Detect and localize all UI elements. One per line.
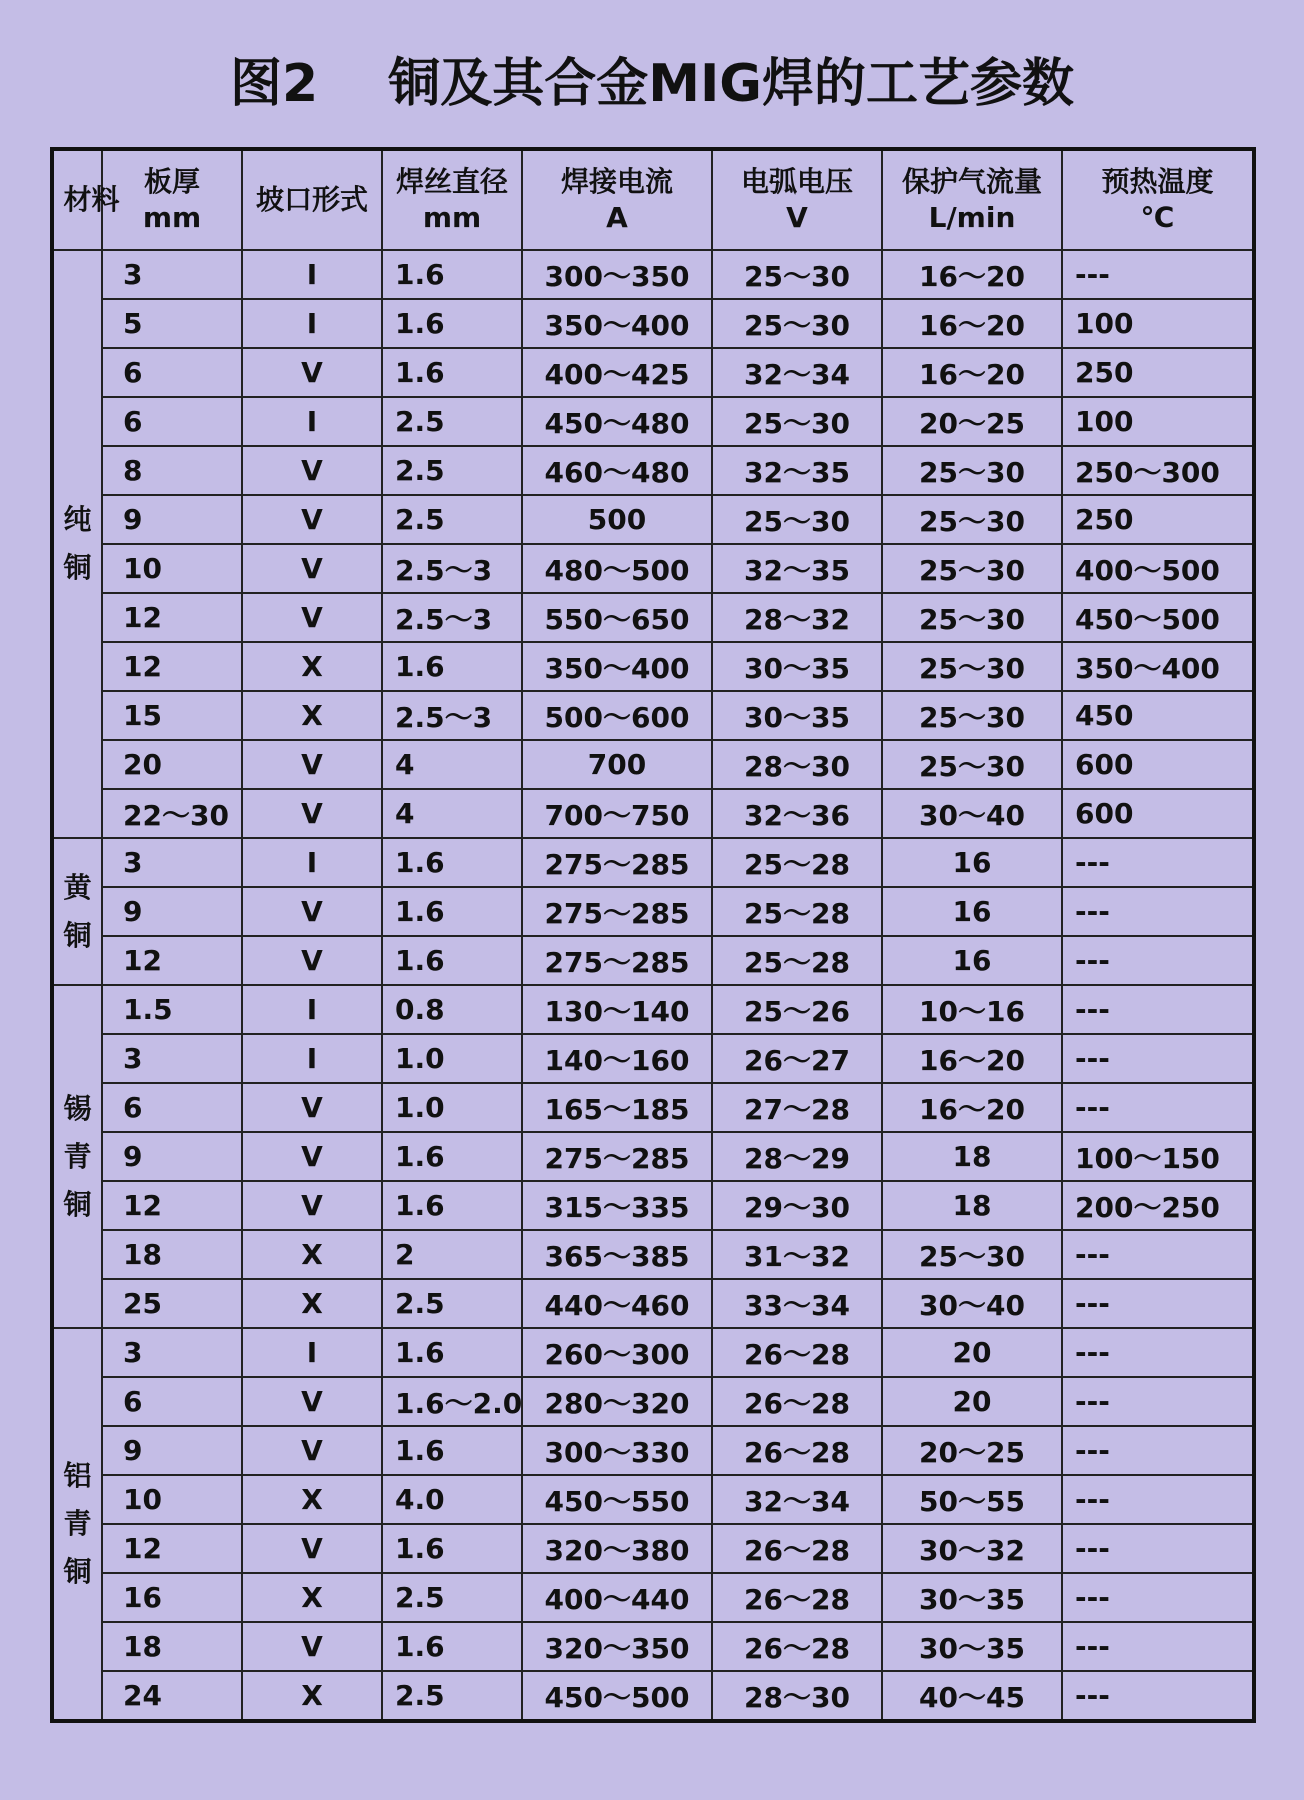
cell-groove: I bbox=[242, 985, 382, 1034]
table-row bbox=[52, 544, 1254, 593]
table-row bbox=[52, 1230, 1254, 1279]
cell-voltage: 26～28 bbox=[712, 1328, 882, 1377]
cell-current: 500～600 bbox=[522, 691, 712, 740]
cell-thickness: 12 bbox=[102, 1524, 242, 1573]
cell-wire-diameter: 1.6 bbox=[382, 642, 522, 691]
cell-current: 460～480 bbox=[522, 446, 712, 495]
cell-gas-flow: 25～30 bbox=[882, 1230, 1062, 1279]
cell-thickness: 24 bbox=[102, 1671, 242, 1721]
cell-preheat: 100～150 bbox=[1062, 1132, 1254, 1181]
cell-wire-diameter: 2 bbox=[382, 1230, 522, 1279]
cell-current: 550～650 bbox=[522, 593, 712, 642]
cell-gas-flow: 16～20 bbox=[882, 299, 1062, 348]
cell-thickness: 10 bbox=[102, 1475, 242, 1524]
cell-current: 275～285 bbox=[522, 838, 712, 887]
cell-voltage: 28～29 bbox=[712, 1132, 882, 1181]
table-row bbox=[52, 1573, 1254, 1622]
table-row bbox=[52, 936, 1254, 985]
material-cell: 锡青铜 bbox=[52, 985, 102, 1328]
table-row bbox=[52, 1279, 1254, 1328]
cell-current: 480～500 bbox=[522, 544, 712, 593]
cell-voltage: 30～35 bbox=[712, 642, 882, 691]
cell-current: 400～425 bbox=[522, 348, 712, 397]
cell-voltage: 27～28 bbox=[712, 1083, 882, 1132]
cell-current: 350～400 bbox=[522, 299, 712, 348]
cell-groove: I bbox=[242, 1328, 382, 1377]
table-row bbox=[52, 691, 1254, 740]
cell-voltage: 28～30 bbox=[712, 740, 882, 789]
cell-thickness: 10 bbox=[102, 544, 242, 593]
cell-current: 275～285 bbox=[522, 1132, 712, 1181]
cell-gas-flow: 10～16 bbox=[882, 985, 1062, 1034]
cell-wire-diameter: 1.6 bbox=[382, 1132, 522, 1181]
cell-current: 275～285 bbox=[522, 936, 712, 985]
cell-current: 275～285 bbox=[522, 887, 712, 936]
cell-wire-diameter: 2.5 bbox=[382, 446, 522, 495]
cell-voltage: 32～34 bbox=[712, 348, 882, 397]
cell-preheat: 100 bbox=[1062, 397, 1254, 446]
cell-voltage: 26～27 bbox=[712, 1034, 882, 1083]
cell-groove: V bbox=[242, 446, 382, 495]
cell-groove: V bbox=[242, 1524, 382, 1573]
cell-preheat: --- bbox=[1062, 1034, 1254, 1083]
cell-wire-diameter: 1.0 bbox=[382, 1034, 522, 1083]
cell-wire-diameter: 2.5 bbox=[382, 1671, 522, 1721]
cell-current: 280～320 bbox=[522, 1377, 712, 1426]
cell-current: 500 bbox=[522, 495, 712, 544]
cell-thickness: 3 bbox=[102, 250, 242, 299]
cell-groove: V bbox=[242, 936, 382, 985]
cell-preheat: 250 bbox=[1062, 495, 1254, 544]
table-row bbox=[52, 887, 1254, 936]
cell-current: 300～330 bbox=[522, 1426, 712, 1475]
table-row bbox=[52, 1426, 1254, 1475]
table-row bbox=[52, 838, 1254, 887]
cell-thickness: 18 bbox=[102, 1230, 242, 1279]
cell-groove: V bbox=[242, 1377, 382, 1426]
cell-thickness: 6 bbox=[102, 348, 242, 397]
cell-voltage: 28～30 bbox=[712, 1671, 882, 1721]
cell-wire-diameter: 2.5 bbox=[382, 495, 522, 544]
table-row bbox=[52, 1524, 1254, 1573]
cell-current: 165～185 bbox=[522, 1083, 712, 1132]
cell-gas-flow: 25～30 bbox=[882, 740, 1062, 789]
cell-current: 350～400 bbox=[522, 642, 712, 691]
cell-current: 440～460 bbox=[522, 1279, 712, 1328]
cell-current: 700 bbox=[522, 740, 712, 789]
cell-voltage: 30～35 bbox=[712, 691, 882, 740]
cell-preheat: 400～500 bbox=[1062, 544, 1254, 593]
header-current: 焊接电流 A bbox=[522, 149, 712, 250]
cell-thickness: 18 bbox=[102, 1622, 242, 1671]
cell-gas-flow: 40～45 bbox=[882, 1671, 1062, 1721]
cell-voltage: 26～28 bbox=[712, 1524, 882, 1573]
table-row bbox=[52, 299, 1254, 348]
cell-groove: V bbox=[242, 544, 382, 593]
cell-preheat: --- bbox=[1062, 1426, 1254, 1475]
cell-voltage: 26～28 bbox=[712, 1426, 882, 1475]
cell-groove: V bbox=[242, 348, 382, 397]
cell-preheat: 350～400 bbox=[1062, 642, 1254, 691]
table-row bbox=[52, 642, 1254, 691]
cell-gas-flow: 16～20 bbox=[882, 250, 1062, 299]
cell-preheat: --- bbox=[1062, 838, 1254, 887]
cell-gas-flow: 25～30 bbox=[882, 446, 1062, 495]
cell-wire-diameter: 2.5 bbox=[382, 1279, 522, 1328]
cell-groove: X bbox=[242, 642, 382, 691]
cell-thickness: 9 bbox=[102, 1426, 242, 1475]
cell-preheat: --- bbox=[1062, 1622, 1254, 1671]
cell-current: 320～350 bbox=[522, 1622, 712, 1671]
material-cell: 铝青铜 bbox=[52, 1328, 102, 1721]
cell-groove: X bbox=[242, 1279, 382, 1328]
table-row bbox=[52, 1328, 1254, 1377]
cell-current: 315～335 bbox=[522, 1181, 712, 1230]
cell-groove: I bbox=[242, 397, 382, 446]
header-preheat: 预热温度 ℃ bbox=[1062, 149, 1254, 250]
cell-current: 140～160 bbox=[522, 1034, 712, 1083]
header-gas-flow: 保护气流量 L/min bbox=[882, 149, 1062, 250]
table-row bbox=[52, 1671, 1254, 1721]
cell-current: 700～750 bbox=[522, 789, 712, 838]
cell-wire-diameter: 1.6 bbox=[382, 1328, 522, 1377]
material-cell: 纯铜 bbox=[52, 250, 102, 838]
cell-voltage: 26～28 bbox=[712, 1622, 882, 1671]
cell-wire-diameter: 2.5～3 bbox=[382, 593, 522, 642]
cell-thickness: 8 bbox=[102, 446, 242, 495]
cell-groove: V bbox=[242, 740, 382, 789]
cell-groove: V bbox=[242, 1132, 382, 1181]
table-row bbox=[52, 740, 1254, 789]
cell-current: 450～480 bbox=[522, 397, 712, 446]
cell-preheat: --- bbox=[1062, 250, 1254, 299]
cell-thickness: 3 bbox=[102, 1328, 242, 1377]
cell-gas-flow: 18 bbox=[882, 1132, 1062, 1181]
cell-wire-diameter: 2.5～3 bbox=[382, 691, 522, 740]
cell-wire-diameter: 1.6 bbox=[382, 1524, 522, 1573]
cell-voltage: 29～30 bbox=[712, 1181, 882, 1230]
cell-groove: I bbox=[242, 250, 382, 299]
cell-wire-diameter: 4 bbox=[382, 740, 522, 789]
cell-gas-flow: 16 bbox=[882, 887, 1062, 936]
page-title bbox=[0, 44, 1304, 124]
cell-thickness: 5 bbox=[102, 299, 242, 348]
table-row bbox=[52, 495, 1254, 544]
cell-wire-diameter: 1.6 bbox=[382, 1181, 522, 1230]
cell-gas-flow: 30～40 bbox=[882, 789, 1062, 838]
cell-groove: V bbox=[242, 789, 382, 838]
cell-thickness: 9 bbox=[102, 495, 242, 544]
header-wire-diameter: 焊丝直径 mm bbox=[382, 149, 522, 250]
cell-wire-diameter: 1.6 bbox=[382, 348, 522, 397]
cell-voltage: 25～30 bbox=[712, 250, 882, 299]
header-groove: 坡口形式 bbox=[242, 149, 382, 250]
cell-thickness: 16 bbox=[102, 1573, 242, 1622]
table-row bbox=[52, 1475, 1254, 1524]
cell-preheat: --- bbox=[1062, 1083, 1254, 1132]
table-row bbox=[52, 250, 1254, 299]
cell-thickness: 12 bbox=[102, 642, 242, 691]
cell-gas-flow: 16 bbox=[882, 936, 1062, 985]
cell-gas-flow: 30～32 bbox=[882, 1524, 1062, 1573]
cell-groove: X bbox=[242, 691, 382, 740]
table-row bbox=[52, 1132, 1254, 1181]
cell-voltage: 33～34 bbox=[712, 1279, 882, 1328]
cell-preheat: --- bbox=[1062, 1671, 1254, 1721]
cell-gas-flow: 30～35 bbox=[882, 1573, 1062, 1622]
cell-wire-diameter: 1.6 bbox=[382, 250, 522, 299]
cell-gas-flow: 20 bbox=[882, 1328, 1062, 1377]
cell-groove: V bbox=[242, 1426, 382, 1475]
table-row bbox=[52, 1377, 1254, 1426]
cell-wire-diameter: 4 bbox=[382, 789, 522, 838]
material-cell: 黄铜 bbox=[52, 838, 102, 985]
cell-gas-flow: 20～25 bbox=[882, 1426, 1062, 1475]
cell-preheat: 200～250 bbox=[1062, 1181, 1254, 1230]
table-row bbox=[52, 1622, 1254, 1671]
cell-current: 400～440 bbox=[522, 1573, 712, 1622]
cell-preheat: --- bbox=[1062, 1475, 1254, 1524]
header-material: 材料 bbox=[52, 149, 102, 250]
cell-groove: I bbox=[242, 838, 382, 887]
cell-thickness: 9 bbox=[102, 887, 242, 936]
cell-thickness: 3 bbox=[102, 1034, 242, 1083]
cell-thickness: 6 bbox=[102, 397, 242, 446]
cell-wire-diameter: 1.6 bbox=[382, 1426, 522, 1475]
table-row bbox=[52, 446, 1254, 495]
cell-thickness: 3 bbox=[102, 838, 242, 887]
cell-preheat: --- bbox=[1062, 1328, 1254, 1377]
cell-gas-flow: 25～30 bbox=[882, 691, 1062, 740]
cell-groove: V bbox=[242, 593, 382, 642]
cell-thickness: 15 bbox=[102, 691, 242, 740]
cell-groove: V bbox=[242, 495, 382, 544]
cell-wire-diameter: 0.8 bbox=[382, 985, 522, 1034]
cell-preheat: 250 bbox=[1062, 348, 1254, 397]
cell-wire-diameter: 2.5～3 bbox=[382, 544, 522, 593]
cell-gas-flow: 16～20 bbox=[882, 1034, 1062, 1083]
table-row bbox=[52, 348, 1254, 397]
cell-gas-flow: 25～30 bbox=[882, 495, 1062, 544]
cell-groove: X bbox=[242, 1671, 382, 1721]
cell-voltage: 25～26 bbox=[712, 985, 882, 1034]
header-thickness: 板厚 mm bbox=[102, 149, 242, 250]
table-row bbox=[52, 593, 1254, 642]
table-row bbox=[52, 1181, 1254, 1230]
cell-groove: V bbox=[242, 1181, 382, 1230]
cell-current: 130～140 bbox=[522, 985, 712, 1034]
table-row bbox=[52, 1083, 1254, 1132]
cell-wire-diameter: 1.6～2.0 bbox=[382, 1377, 522, 1426]
cell-voltage: 32～36 bbox=[712, 789, 882, 838]
cell-current: 450～500 bbox=[522, 1671, 712, 1721]
cell-wire-diameter: 1.6 bbox=[382, 936, 522, 985]
cell-voltage: 25～28 bbox=[712, 936, 882, 985]
table-row bbox=[52, 1034, 1254, 1083]
cell-preheat: --- bbox=[1062, 887, 1254, 936]
cell-current: 320～380 bbox=[522, 1524, 712, 1573]
cell-gas-flow: 25～30 bbox=[882, 544, 1062, 593]
cell-wire-diameter: 1.6 bbox=[382, 887, 522, 936]
cell-groove: X bbox=[242, 1573, 382, 1622]
cell-voltage: 31～32 bbox=[712, 1230, 882, 1279]
cell-wire-diameter: 1.6 bbox=[382, 1622, 522, 1671]
cell-current: 260～300 bbox=[522, 1328, 712, 1377]
cell-thickness: 6 bbox=[102, 1083, 242, 1132]
table-row bbox=[52, 985, 1254, 1034]
figure-number: 图2 bbox=[230, 54, 319, 114]
cell-preheat: --- bbox=[1062, 936, 1254, 985]
cell-thickness: 22～30 bbox=[102, 789, 242, 838]
cell-voltage: 25～28 bbox=[712, 887, 882, 936]
cell-gas-flow: 18 bbox=[882, 1181, 1062, 1230]
cell-voltage: 32～35 bbox=[712, 544, 882, 593]
cell-voltage: 25～30 bbox=[712, 397, 882, 446]
cell-gas-flow: 16～20 bbox=[882, 348, 1062, 397]
cell-wire-diameter: 1.6 bbox=[382, 838, 522, 887]
header-row bbox=[52, 149, 1254, 250]
cell-preheat: 600 bbox=[1062, 789, 1254, 838]
header-voltage: 电弧电压 V bbox=[712, 149, 882, 250]
parameter-table bbox=[50, 147, 1256, 1723]
cell-voltage: 26～28 bbox=[712, 1377, 882, 1426]
cell-gas-flow: 25～30 bbox=[882, 593, 1062, 642]
cell-thickness: 12 bbox=[102, 593, 242, 642]
cell-gas-flow: 50～55 bbox=[882, 1475, 1062, 1524]
cell-wire-diameter: 1.6 bbox=[382, 299, 522, 348]
cell-thickness: 12 bbox=[102, 1181, 242, 1230]
cell-groove: X bbox=[242, 1475, 382, 1524]
cell-current: 450～550 bbox=[522, 1475, 712, 1524]
cell-preheat: --- bbox=[1062, 1230, 1254, 1279]
cell-preheat: 450 bbox=[1062, 691, 1254, 740]
cell-voltage: 28～32 bbox=[712, 593, 882, 642]
cell-wire-diameter: 4.0 bbox=[382, 1475, 522, 1524]
cell-voltage: 25～30 bbox=[712, 299, 882, 348]
cell-thickness: 12 bbox=[102, 936, 242, 985]
cell-current: 365～385 bbox=[522, 1230, 712, 1279]
table-row bbox=[52, 397, 1254, 446]
cell-gas-flow: 25～30 bbox=[882, 642, 1062, 691]
cell-preheat: 600 bbox=[1062, 740, 1254, 789]
cell-gas-flow: 20 bbox=[882, 1377, 1062, 1426]
cell-thickness: 20 bbox=[102, 740, 242, 789]
cell-voltage: 32～34 bbox=[712, 1475, 882, 1524]
cell-voltage: 25～30 bbox=[712, 495, 882, 544]
cell-thickness: 1.5 bbox=[102, 985, 242, 1034]
cell-wire-diameter: 2.5 bbox=[382, 1573, 522, 1622]
cell-preheat: 100 bbox=[1062, 299, 1254, 348]
title-text: 铜及其合金MIG焊的工艺参数 bbox=[388, 54, 1074, 114]
cell-thickness: 25 bbox=[102, 1279, 242, 1328]
cell-current: 300～350 bbox=[522, 250, 712, 299]
cell-thickness: 9 bbox=[102, 1132, 242, 1181]
cell-wire-diameter: 1.0 bbox=[382, 1083, 522, 1132]
cell-preheat: --- bbox=[1062, 985, 1254, 1034]
cell-preheat: 450～500 bbox=[1062, 593, 1254, 642]
cell-groove: I bbox=[242, 299, 382, 348]
cell-gas-flow: 16～20 bbox=[882, 1083, 1062, 1132]
cell-groove: V bbox=[242, 887, 382, 936]
cell-preheat: --- bbox=[1062, 1524, 1254, 1573]
cell-preheat: --- bbox=[1062, 1573, 1254, 1622]
table-row bbox=[52, 789, 1254, 838]
cell-voltage: 25～28 bbox=[712, 838, 882, 887]
cell-groove: V bbox=[242, 1083, 382, 1132]
cell-gas-flow: 20～25 bbox=[882, 397, 1062, 446]
cell-gas-flow: 16 bbox=[882, 838, 1062, 887]
cell-voltage: 32～35 bbox=[712, 446, 882, 495]
cell-gas-flow: 30～35 bbox=[882, 1622, 1062, 1671]
cell-groove: V bbox=[242, 1622, 382, 1671]
cell-groove: X bbox=[242, 1230, 382, 1279]
cell-preheat: --- bbox=[1062, 1279, 1254, 1328]
cell-wire-diameter: 2.5 bbox=[382, 397, 522, 446]
cell-preheat: 250～300 bbox=[1062, 446, 1254, 495]
cell-gas-flow: 30～40 bbox=[882, 1279, 1062, 1328]
cell-voltage: 26～28 bbox=[712, 1573, 882, 1622]
cell-groove: I bbox=[242, 1034, 382, 1083]
cell-thickness: 6 bbox=[102, 1377, 242, 1426]
cell-preheat: --- bbox=[1062, 1377, 1254, 1426]
